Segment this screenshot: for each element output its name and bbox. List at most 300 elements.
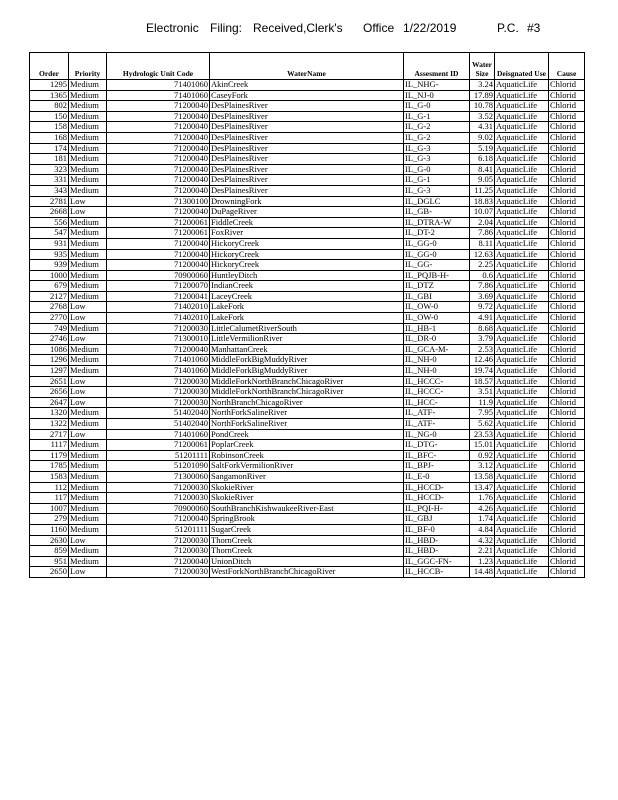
assessment-id-cell: IL_DTRA-W [404, 217, 470, 228]
order-cell: 323 [30, 164, 69, 175]
huc-cell: 71200040 [107, 556, 210, 567]
table-row [30, 207, 585, 218]
water-size-cell: 9.02 [470, 132, 495, 143]
cause-cell: Chlorid [549, 154, 585, 165]
order-cell: 547 [30, 228, 69, 239]
table-row [30, 334, 585, 345]
assessment-id-cell: IL_GGC-FN- [404, 556, 470, 567]
priority-cell: Low [69, 302, 107, 313]
designated-use-cell: AquaticLife [495, 408, 549, 419]
priority-cell: Medium [69, 461, 107, 472]
cause-cell: Chlorid [549, 535, 585, 546]
water-size-cell: 3.79 [470, 334, 495, 345]
water-size-cell: 12.63 [470, 249, 495, 260]
water-size-cell: 4.84 [470, 524, 495, 535]
cause-cell: Chlorid [549, 323, 585, 334]
cause-cell: Chlorid [549, 355, 585, 366]
water-name-cell: ThornCreek [210, 535, 404, 546]
cause-cell: Chlorid [549, 344, 585, 355]
order-cell: 1296 [30, 355, 69, 366]
water-size-cell: 5.19 [470, 143, 495, 154]
order-cell: 939 [30, 260, 69, 271]
water-name-cell: HickoryCreek [210, 238, 404, 249]
cause-cell: Chlorid [549, 122, 585, 133]
priority-cell: Medium [69, 471, 107, 482]
water-name-cell: ThornCreek [210, 546, 404, 557]
assessment-id-cell: IL_GBJ [404, 514, 470, 525]
order-cell: 2781 [30, 196, 69, 207]
header-received: Received,Clerk's [253, 21, 343, 35]
water-size-cell: 0.6 [470, 270, 495, 281]
col-hydrologic-unit-code: Hydrologic Unit Code [107, 53, 210, 80]
huc-cell: 71200040 [107, 122, 210, 133]
water-size-cell: 11.25 [470, 185, 495, 196]
cause-cell: Chlorid [549, 334, 585, 345]
assessment-id-cell: IL_G-0 [404, 164, 470, 175]
priority-cell: Medium [69, 355, 107, 366]
water-name-cell: NorthForkSalineRiver [210, 419, 404, 430]
priority-cell: Medium [69, 90, 107, 101]
assessment-id-cell: IL_GG-0 [404, 249, 470, 260]
huc-cell: 71200030 [107, 376, 210, 387]
water-size-cell: 2.21 [470, 546, 495, 557]
order-cell: 117 [30, 493, 69, 504]
table-row [30, 164, 585, 175]
priority-cell: Medium [69, 154, 107, 165]
header-pc: P.C. [497, 21, 519, 35]
huc-cell: 71200040 [107, 344, 210, 355]
water-name-cell: PoplarCreek [210, 440, 404, 451]
order-cell: 158 [30, 122, 69, 133]
order-cell: 2651 [30, 376, 69, 387]
filing-header [0, 21, 618, 37]
table-row [30, 80, 585, 91]
priority-cell: Medium [69, 185, 107, 196]
cause-cell: Chlorid [549, 90, 585, 101]
table-row [30, 101, 585, 112]
table-row [30, 185, 585, 196]
header-electronic: Electronic [146, 21, 199, 35]
water-size-cell: 4.91 [470, 313, 495, 324]
huc-cell: 51402040 [107, 419, 210, 430]
order-cell: 1365 [30, 90, 69, 101]
priority-cell: Medium [69, 249, 107, 260]
water-name-cell: NorthForkSalineRiver [210, 408, 404, 419]
cause-cell: Chlorid [549, 175, 585, 186]
order-cell: 679 [30, 281, 69, 292]
order-cell: 1007 [30, 503, 69, 514]
water-name-cell: DesPlainesRiver [210, 164, 404, 175]
cause-cell: Chlorid [549, 228, 585, 239]
assessment-id-cell: IL_BFC- [404, 450, 470, 461]
priority-cell: Low [69, 397, 107, 408]
assessment-id-cell: IL_G-2 [404, 132, 470, 143]
priority-cell: Medium [69, 164, 107, 175]
huc-cell: 71200030 [107, 323, 210, 334]
table-row [30, 387, 585, 398]
table-row [30, 196, 585, 207]
designated-use-cell: AquaticLife [495, 323, 549, 334]
table-row [30, 249, 585, 260]
priority-cell: Medium [69, 408, 107, 419]
assessment-id-cell: IL_HBD- [404, 535, 470, 546]
designated-use-cell: AquaticLife [495, 334, 549, 345]
assessment-id-cell: IL_G-3 [404, 185, 470, 196]
water-size-cell: 15.01 [470, 440, 495, 451]
water-name-cell: DesPlainesRiver [210, 154, 404, 165]
table-row [30, 122, 585, 133]
designated-use-cell: AquaticLife [495, 164, 549, 175]
water-name-cell: SaltForkVermilionRiver [210, 461, 404, 472]
water-name-cell: LaceyCreek [210, 291, 404, 302]
huc-cell: 71200061 [107, 440, 210, 451]
assessment-id-cell: IL_DTZ [404, 281, 470, 292]
water-name-cell: SpringBrook [210, 514, 404, 525]
order-cell: 181 [30, 154, 69, 165]
table-row [30, 546, 585, 557]
cause-cell: Chlorid [549, 482, 585, 493]
water-name-cell: FoxRiver [210, 228, 404, 239]
water-name-cell: SangamonRiver [210, 471, 404, 482]
huc-cell: 71200030 [107, 567, 210, 578]
cause-cell: Chlorid [549, 461, 585, 472]
order-cell: 1160 [30, 524, 69, 535]
designated-use-cell: AquaticLife [495, 111, 549, 122]
priority-cell: Low [69, 207, 107, 218]
priority-cell: Medium [69, 323, 107, 334]
assessment-id-cell: IL_HCCC- [404, 376, 470, 387]
designated-use-cell: AquaticLife [495, 344, 549, 355]
designated-use-cell: AquaticLife [495, 397, 549, 408]
assessment-id-cell: IL_GCA-M- [404, 344, 470, 355]
designated-use-cell: AquaticLife [495, 429, 549, 440]
table-row [30, 132, 585, 143]
cause-cell: Chlorid [549, 132, 585, 143]
order-cell: 150 [30, 111, 69, 122]
designated-use-cell: AquaticLife [495, 524, 549, 535]
assessment-id-cell: IL_DTG- [404, 440, 470, 451]
water-name-cell: SkokieRiver [210, 482, 404, 493]
assessment-id-cell: IL_BF-0 [404, 524, 470, 535]
huc-cell: 71200040 [107, 185, 210, 196]
huc-cell: 71401060 [107, 355, 210, 366]
designated-use-cell: AquaticLife [495, 270, 549, 281]
table-row [30, 143, 585, 154]
water-size-cell: 3.24 [470, 80, 495, 91]
water-size-cell: 7.95 [470, 408, 495, 419]
water-size-cell: 1.76 [470, 493, 495, 504]
cause-cell: Chlorid [549, 514, 585, 525]
cause-cell: Chlorid [549, 238, 585, 249]
water-name-cell: LittleVermilionRiver [210, 334, 404, 345]
priority-cell: Medium [69, 503, 107, 514]
cause-cell: Chlorid [549, 524, 585, 535]
huc-cell: 51201111 [107, 524, 210, 535]
order-cell: 168 [30, 132, 69, 143]
designated-use-cell: AquaticLife [495, 503, 549, 514]
designated-use-cell: AquaticLife [495, 281, 549, 292]
priority-cell: Medium [69, 344, 107, 355]
huc-cell: 71200040 [107, 164, 210, 175]
designated-use-cell: AquaticLife [495, 207, 549, 218]
designated-use-cell: AquaticLife [495, 471, 549, 482]
table-row [30, 514, 585, 525]
assessment-id-cell: IL_GBI [404, 291, 470, 302]
huc-cell: 71401060 [107, 366, 210, 377]
priority-cell: Medium [69, 122, 107, 133]
cause-cell: Chlorid [549, 567, 585, 578]
col-cause: Cause [549, 53, 585, 80]
priority-cell: Low [69, 535, 107, 546]
assessment-id-cell: IL_NHG- [404, 80, 470, 91]
table-row [30, 344, 585, 355]
water-name-cell: SkokieRiver [210, 493, 404, 504]
order-cell: 1322 [30, 419, 69, 430]
assessment-id-cell: IL_G-1 [404, 175, 470, 186]
water-name-cell: DesPlainesRiver [210, 111, 404, 122]
priority-cell: Low [69, 567, 107, 578]
cause-cell: Chlorid [549, 493, 585, 504]
priority-cell: Medium [69, 419, 107, 430]
assessment-id-cell: IL_HCC- [404, 397, 470, 408]
order-cell: 2647 [30, 397, 69, 408]
huc-cell: 51201111 [107, 450, 210, 461]
order-cell: 279 [30, 514, 69, 525]
assessment-id-cell: IL_DGLC [404, 196, 470, 207]
assessment-id-cell: IL_NH-0 [404, 355, 470, 366]
designated-use-cell: AquaticLife [495, 132, 549, 143]
water-size-cell: 18.57 [470, 376, 495, 387]
cause-cell: Chlorid [549, 80, 585, 91]
water-size-cell: 0.92 [470, 450, 495, 461]
priority-cell: Medium [69, 524, 107, 535]
designated-use-cell: AquaticLife [495, 302, 549, 313]
designated-use-cell: AquaticLife [495, 249, 549, 260]
order-cell: 2656 [30, 387, 69, 398]
cause-cell: Chlorid [549, 291, 585, 302]
designated-use-cell: AquaticLife [495, 238, 549, 249]
table-row [30, 355, 585, 366]
water-name-cell: SouthBranchKishwaukeeRiver-East [210, 503, 404, 514]
water-size-cell: 10.78 [470, 101, 495, 112]
cause-cell: Chlorid [549, 302, 585, 313]
water-size-cell: 18.83 [470, 196, 495, 207]
col-order: Order [30, 53, 69, 80]
water-name-cell: DrowningFork [210, 196, 404, 207]
table-row [30, 471, 585, 482]
cause-cell: Chlorid [549, 556, 585, 567]
cause-cell: Chlorid [549, 471, 585, 482]
table-row [30, 376, 585, 387]
water-name-cell: HickoryCreek [210, 249, 404, 260]
header-pc-number: #3 [527, 21, 541, 35]
assessment-id-cell: IL_G-3 [404, 143, 470, 154]
water-size-cell: 1.74 [470, 514, 495, 525]
table-row [30, 440, 585, 451]
order-cell: 2630 [30, 535, 69, 546]
assessment-id-cell: IL_HCCD- [404, 482, 470, 493]
table-row [30, 217, 585, 228]
cause-cell: Chlorid [549, 143, 585, 154]
water-size-cell: 3.12 [470, 461, 495, 472]
order-cell: 749 [30, 323, 69, 334]
designated-use-cell: AquaticLife [495, 313, 549, 324]
water-size-cell: 10.07 [470, 207, 495, 218]
huc-cell: 71200040 [107, 260, 210, 271]
priority-cell: Medium [69, 482, 107, 493]
assessment-id-cell: IL_ATF- [404, 408, 470, 419]
order-cell: 331 [30, 175, 69, 186]
order-cell: 1295 [30, 80, 69, 91]
priority-cell: Low [69, 334, 107, 345]
col-priority: Priority [69, 53, 107, 80]
assessment-id-cell: IL_NH-0 [404, 366, 470, 377]
cause-cell: Chlorid [549, 270, 585, 281]
water-name-cell: LakeFork [210, 313, 404, 324]
water-size-cell: 9.72 [470, 302, 495, 313]
huc-cell: 71401060 [107, 429, 210, 440]
table-row [30, 302, 585, 313]
priority-cell: Medium [69, 493, 107, 504]
order-cell: 859 [30, 546, 69, 557]
water-name-cell: DesPlainesRiver [210, 101, 404, 112]
designated-use-cell: AquaticLife [495, 175, 549, 186]
priority-cell: Medium [69, 281, 107, 292]
assessment-id-cell: IL_G-0 [404, 101, 470, 112]
huc-cell: 71200040 [107, 132, 210, 143]
order-cell: 1785 [30, 461, 69, 472]
water-size-cell: 7.86 [470, 281, 495, 292]
designated-use-cell: AquaticLife [495, 80, 549, 91]
table-header-row [30, 53, 585, 80]
table-row [30, 482, 585, 493]
priority-cell: Medium [69, 260, 107, 271]
huc-cell: 71300100 [107, 196, 210, 207]
table-row [30, 524, 585, 535]
assessment-id-cell: IL_HB-1 [404, 323, 470, 334]
priority-cell: Medium [69, 440, 107, 451]
assessment-id-cell: IL_GG-0 [404, 238, 470, 249]
water-size-cell: 13.58 [470, 471, 495, 482]
table-row [30, 556, 585, 567]
huc-cell: 71401060 [107, 80, 210, 91]
cause-cell: Chlorid [549, 440, 585, 451]
priority-cell: Medium [69, 111, 107, 122]
designated-use-cell: AquaticLife [495, 122, 549, 133]
designated-use-cell: AquaticLife [495, 90, 549, 101]
water-name-cell: MiddleForkNorthBranchChicagoRiver [210, 376, 404, 387]
table-row [30, 419, 585, 430]
water-size-cell: 3.51 [470, 387, 495, 398]
designated-use-cell: AquaticLife [495, 440, 549, 451]
water-name-cell: DesPlainesRiver [210, 122, 404, 133]
cause-cell: Chlorid [549, 376, 585, 387]
priority-cell: Medium [69, 270, 107, 281]
table-row [30, 461, 585, 472]
water-name-cell: FiddleCreek [210, 217, 404, 228]
huc-cell: 71200061 [107, 228, 210, 239]
table-row [30, 154, 585, 165]
designated-use-cell: AquaticLife [495, 546, 549, 557]
order-cell: 2668 [30, 207, 69, 218]
cause-cell: Chlorid [549, 207, 585, 218]
assessment-id-cell: IL_NG-0 [404, 429, 470, 440]
cause-cell: Chlorid [549, 281, 585, 292]
order-cell: 951 [30, 556, 69, 567]
water-name-cell: MiddleForkBigMuddyRiver [210, 366, 404, 377]
designated-use-cell: AquaticLife [495, 260, 549, 271]
assessment-id-cell: IL_ATF- [404, 419, 470, 430]
col-water-size: Water Size [470, 53, 495, 80]
designated-use-cell: AquaticLife [495, 196, 549, 207]
impaired-waters-table [29, 52, 585, 578]
order-cell: 174 [30, 143, 69, 154]
table-row [30, 228, 585, 239]
designated-use-cell: AquaticLife [495, 514, 549, 525]
assessment-id-cell: IL_NJ-0 [404, 90, 470, 101]
priority-cell: Medium [69, 80, 107, 91]
order-cell: 931 [30, 238, 69, 249]
water-name-cell: WestForkNorthBranchChicagoRiver [210, 567, 404, 578]
water-name-cell: AkinCreek [210, 80, 404, 91]
priority-cell: Medium [69, 556, 107, 567]
priority-cell: Low [69, 429, 107, 440]
order-cell: 1583 [30, 471, 69, 482]
assessment-id-cell: IL_GG- [404, 260, 470, 271]
priority-cell: Medium [69, 101, 107, 112]
order-cell: 2768 [30, 302, 69, 313]
order-cell: 1297 [30, 366, 69, 377]
priority-cell: Medium [69, 291, 107, 302]
designated-use-cell: AquaticLife [495, 217, 549, 228]
order-cell: 2770 [30, 313, 69, 324]
assessment-id-cell: IL_HBD- [404, 546, 470, 557]
water-name-cell: DesPlainesRiver [210, 143, 404, 154]
designated-use-cell: AquaticLife [495, 482, 549, 493]
water-size-cell: 8.41 [470, 164, 495, 175]
header-office: Office [363, 21, 395, 35]
water-name-cell: DuPageRiver [210, 207, 404, 218]
order-cell: 802 [30, 101, 69, 112]
huc-cell: 71200030 [107, 546, 210, 557]
designated-use-cell: AquaticLife [495, 450, 549, 461]
water-size-cell: 11.9 [470, 397, 495, 408]
header-date: 1/22/2019 [403, 21, 457, 35]
assessment-id-cell: IL_G-2 [404, 122, 470, 133]
col-designated-use: Deisgnated Use [495, 53, 549, 80]
water-size-cell: 7.86 [470, 228, 495, 239]
water-name-cell: SugarCreek [210, 524, 404, 535]
designated-use-cell: AquaticLife [495, 101, 549, 112]
water-size-cell: 9.05 [470, 175, 495, 186]
assessment-id-cell: IL_E-0 [404, 471, 470, 482]
water-name-cell: NorthBranchChicagoRiver [210, 397, 404, 408]
designated-use-cell: AquaticLife [495, 366, 549, 377]
designated-use-cell: AquaticLife [495, 376, 549, 387]
designated-use-cell: AquaticLife [495, 355, 549, 366]
table-row [30, 281, 585, 292]
priority-cell: Medium [69, 366, 107, 377]
water-size-cell: 1.23 [470, 556, 495, 567]
table-row [30, 535, 585, 546]
col-water-name: WaterName [210, 53, 404, 80]
water-size-cell: 8.11 [470, 238, 495, 249]
priority-cell: Low [69, 313, 107, 324]
water-size-cell: 23.53 [470, 429, 495, 440]
table-row [30, 260, 585, 271]
col-assessment-id: Assesment ID [404, 53, 470, 80]
designated-use-cell: AquaticLife [495, 535, 549, 546]
